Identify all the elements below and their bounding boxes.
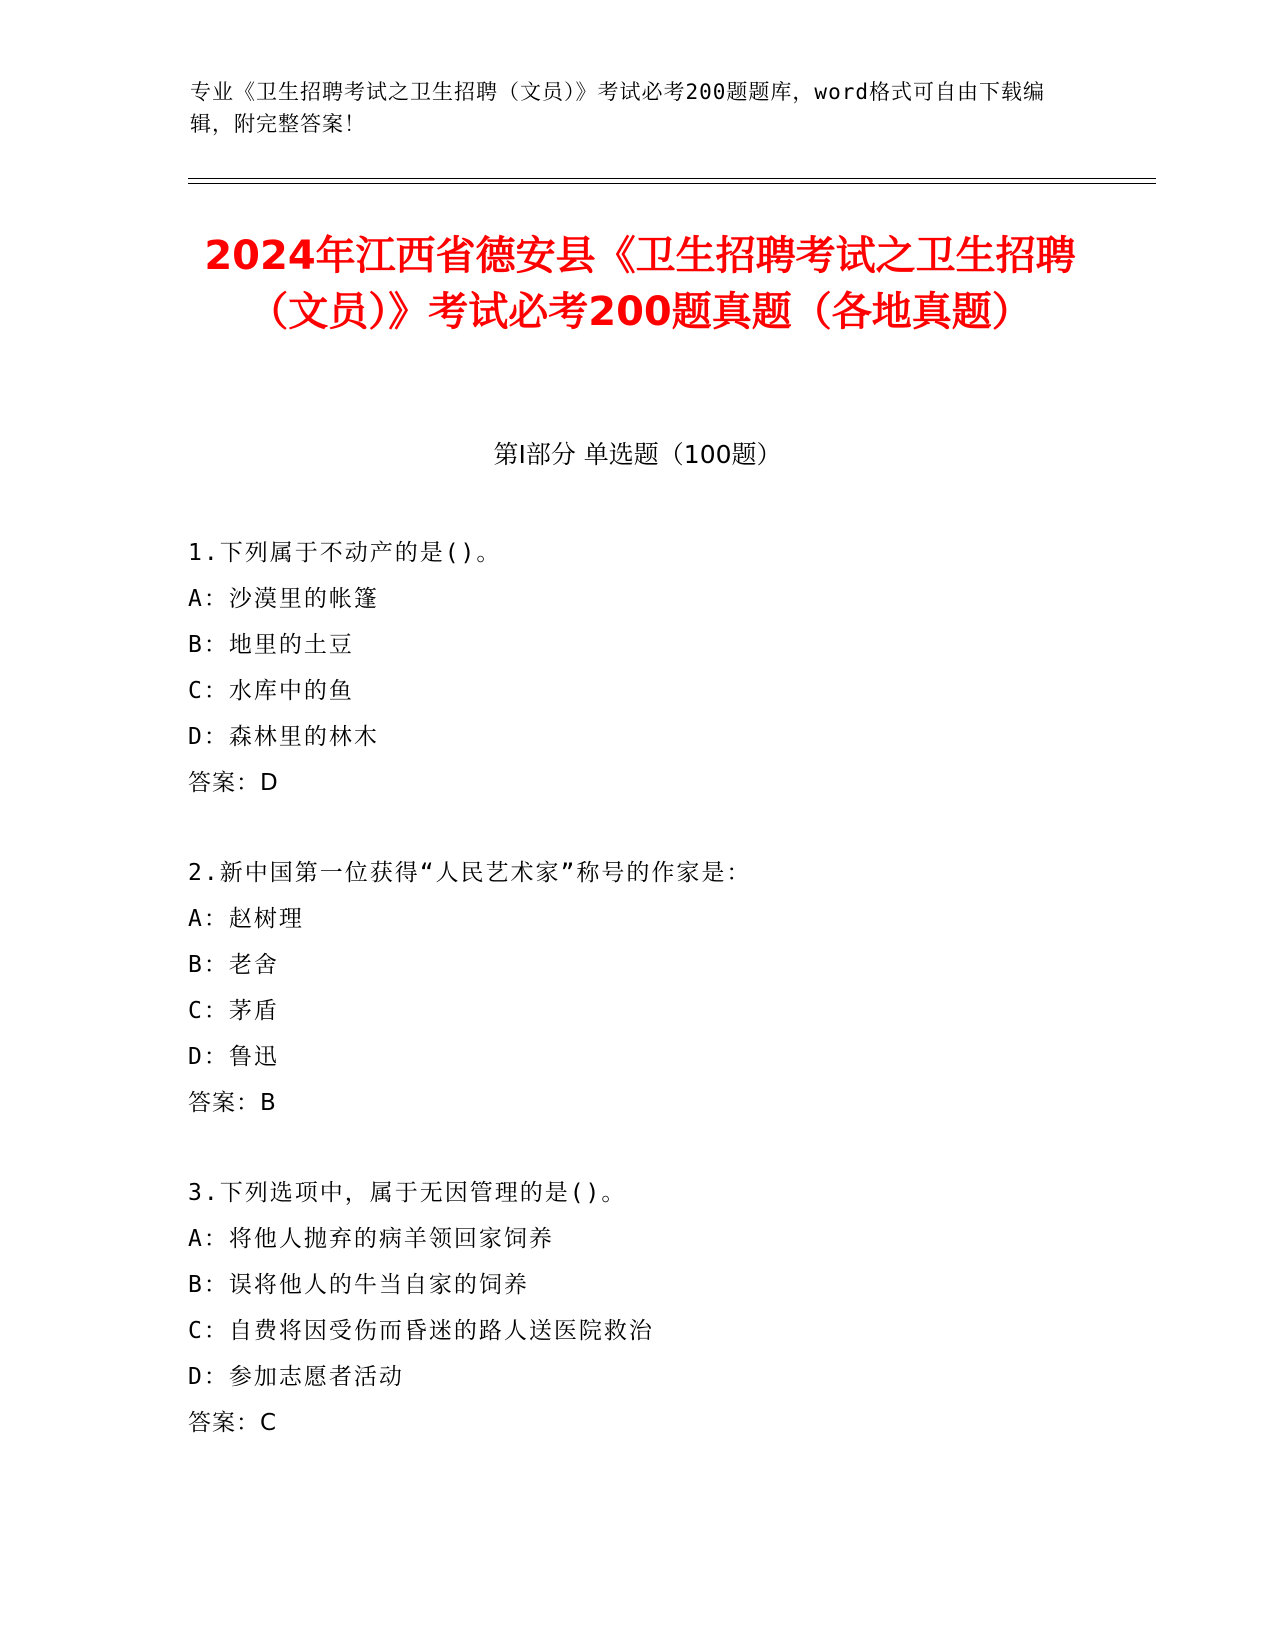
question-stem: 1.下列属于不动产的是()。 [188,540,502,566]
option-a: A：沙漠里的帐篷 [188,586,379,612]
document-title: 2024年江西省德安县《卫生招聘考试之卫生招聘（文员）》考试必考200题真题（各地真题） [204,233,1076,335]
option-a: A：赵树理 [188,906,304,932]
question-stem: 2.新中国第一位获得“人民艺术家”称号的作家是： [188,860,752,886]
option-d: D：鲁迅 [188,1044,279,1070]
option-b: B：误将他人的牛当自家的饲养 [188,1272,529,1298]
question-stem: 3.下列选项中，属于无因管理的是()。 [188,1180,627,1206]
section-heading: 第I部分 单选题（100题） [493,440,782,469]
answer: 答案：D [188,770,279,796]
question-item [188,850,1088,1126]
option-b: B：老舍 [188,952,279,978]
header-divider-secondary [188,183,1156,184]
option-c: C：茅盾 [188,998,279,1024]
question-item [188,1170,1088,1446]
header-divider [188,178,1156,179]
question-item [188,530,1088,806]
option-b: B：地里的土豆 [188,632,354,658]
option-c: C：水库中的鱼 [188,678,354,704]
option-d: D：森林里的林木 [188,724,379,750]
option-a: A：将他人抛弃的病羊领回家饲养 [188,1226,554,1252]
option-d: D：参加志愿者活动 [188,1364,404,1390]
header-note: 专业《卫生招聘考试之卫生招聘（文员）》考试必考200题题库，word格式可自由下载编辑，附完整答案！ [190,80,1045,136]
answer: 答案：C [188,1410,278,1436]
option-c: C：自费将因受伤而昏迷的路人送医院救治 [188,1318,654,1344]
answer: 答案：B [188,1090,277,1116]
